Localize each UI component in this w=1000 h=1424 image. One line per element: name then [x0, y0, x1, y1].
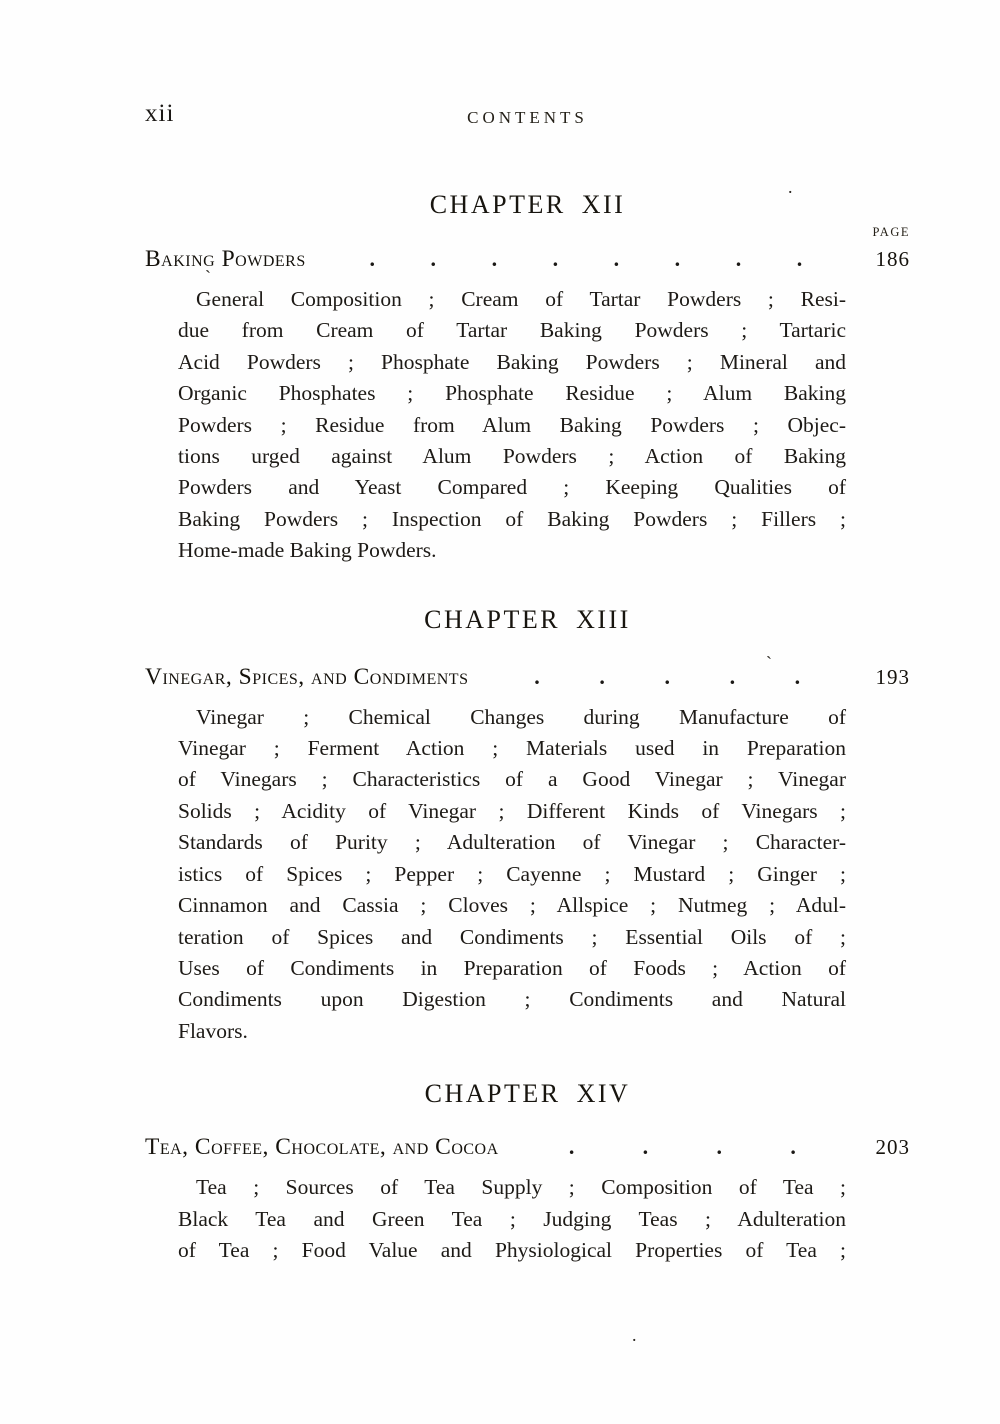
chapter-section-xiv [145, 1079, 910, 1266]
entry-title: Baking Powders [145, 246, 306, 272]
summary-line: of Tea ; Food Value and Physiological Properties of Tea ; [178, 1237, 846, 1262]
summary-line: Flavors. [178, 1018, 248, 1043]
summary-line: Organic Phosphates ; Phosphate Residue ; Alum Baking [178, 381, 846, 406]
chapter-heading-numeral: XIII [576, 604, 631, 634]
chapter-section-xiii [145, 605, 910, 1047]
leader-dot: . [552, 246, 559, 271]
summary-line: Vinegar ; Ferment Action ; Materials used in Preparation [178, 736, 846, 761]
summary-line: Home-made Baking Powders. [178, 538, 437, 563]
summary-line: teration of Spices and Condiments ; Essential Oils of ; [178, 924, 846, 949]
chapter-section-xii [145, 190, 910, 567]
leader-dot: . [674, 246, 681, 271]
print-artifact: ˋ [205, 267, 211, 287]
chapter-heading-word: CHAPTER [429, 190, 566, 219]
leader-dot: . [729, 663, 736, 689]
summary-line: of Vinegars ; Characteristics of a Good Vinegar ; Vinegar [178, 767, 846, 792]
leader-dots [468, 653, 858, 693]
chapter-summary [178, 702, 846, 1047]
chapter-summary [178, 1172, 846, 1266]
leader-dot: . [794, 663, 801, 689]
entry-title: Tea, Coffee, Chocolate, and Cocoa [145, 1134, 499, 1161]
leader-dot: . [430, 246, 437, 271]
chapter-heading [145, 605, 910, 635]
chapter-heading-numeral: XIV [576, 1079, 631, 1109]
leader-dot: . [716, 1134, 722, 1160]
summary-line: Tea ; Sources of Tea Supply ; Composition of Tea ; [196, 1175, 846, 1200]
chapter-heading-numeral: XII [581, 190, 626, 219]
summary-line: Powders and Yeast Compared ; Keeping Qualities of [178, 475, 846, 500]
summary-line: Powders ; Residue from Alum Baking Powders ; Objec- [178, 412, 846, 437]
leader-dot: . [790, 1134, 796, 1160]
toc-entry [145, 653, 910, 693]
summary-line: Condiments upon Digestion ; Condiments and Natural [178, 987, 846, 1012]
leader-dot: . [534, 663, 540, 689]
leader-dot: . [599, 663, 605, 689]
entry-title: Vinegar, Spices, and Condiments [145, 663, 469, 690]
folio-page-number: xii [145, 100, 175, 127]
toc-entry [145, 243, 910, 275]
entry-page-number: 203 [875, 1135, 910, 1160]
summary-line: Baking Powders ; Inspection of Baking Powders ; Fillers ; [178, 506, 846, 531]
summary-line: Standards of Purity ; Adulteration of Vinegar ; Character- [178, 830, 846, 855]
leader-dots [499, 1131, 858, 1163]
leader-dot: . [613, 246, 620, 271]
text-block [145, 100, 910, 1266]
leader-dot: . [568, 1134, 575, 1160]
chapter-heading [145, 190, 910, 220]
running-head: CONTENTS [467, 108, 588, 127]
summary-line: due from Cream of Tartar Baking Powders ; Tartaric [178, 318, 846, 343]
leader-dot: . [664, 663, 670, 689]
chapter-heading-word: CHAPTER [424, 604, 561, 634]
print-artifact: . [632, 1325, 637, 1345]
summary-line: istics of Spices ; Pepper ; Cayenne ; Mustard ; Ginger ; [178, 861, 846, 886]
print-artifact: ˋ [766, 653, 772, 673]
leader-dot: . [796, 246, 803, 271]
chapter-heading-word: CHAPTER [424, 1079, 561, 1109]
entry-page-number: 186 [875, 247, 910, 271]
entry-page-number: 193 [875, 664, 910, 689]
leader-dot: . [735, 246, 742, 271]
summary-line: Uses of Condiments in Preparation of Foods ; Action of [178, 955, 846, 980]
print-artifact: . [788, 177, 793, 197]
chapter-heading [145, 1079, 910, 1109]
running-header [145, 100, 910, 132]
leader-dots [306, 243, 858, 275]
summary-line: Black Tea and Green Tea ; Judging Teas ; Adulteration [178, 1206, 846, 1231]
leader-dot: . [491, 246, 498, 271]
summary-line: Vinegar ; Chemical Changes during Manufacture of [196, 704, 846, 729]
summary-line: tions urged against Alum Powders ; Action of Baking [178, 444, 846, 469]
summary-line: General Composition ; Cream of Tartar Powders ; Resi- [196, 287, 846, 311]
summary-line: Cinnamon and Cassia ; Cloves ; Allspice ; Nutmeg ; Adul- [178, 893, 846, 918]
summary-line: Acid Powders ; Phosphate Baking Powders ; Mineral and [178, 349, 846, 374]
summary-line: Solids ; Acidity of Vinegar ; Different Kinds of Vinegars ; [178, 798, 846, 823]
chapter-summary [178, 284, 846, 567]
leader-dot: . [369, 246, 375, 271]
toc-entry [145, 1131, 910, 1163]
page-column-label: PAGE [872, 225, 910, 239]
leader-dot: . [642, 1134, 649, 1160]
